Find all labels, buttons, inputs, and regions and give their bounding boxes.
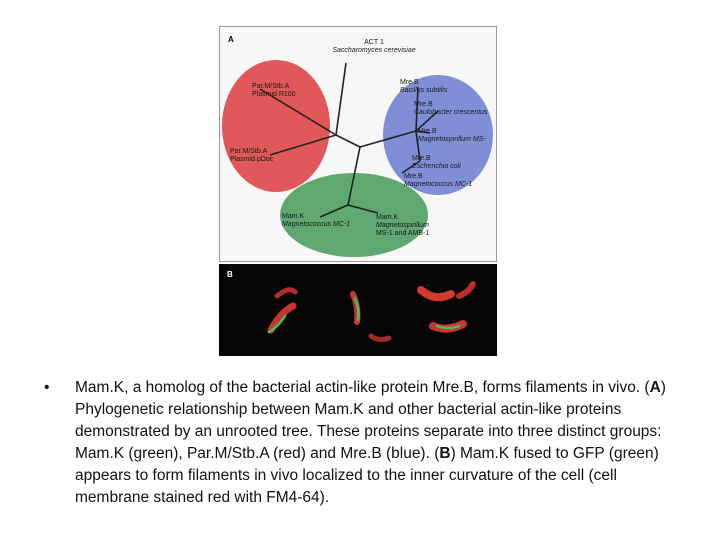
tree-graphic <box>220 27 496 261</box>
caption-panel-a-ref: A <box>649 379 661 396</box>
label-name: Mre.B <box>400 79 419 86</box>
label-name: Par.M/Stb.A <box>230 148 268 155</box>
microscopy-image <box>219 264 497 356</box>
figure <box>219 26 497 356</box>
caption-panel-b-ref: B <box>439 445 451 462</box>
tree-label-red-2 <box>230 148 273 164</box>
caption-part-3: ) Mam.K fused to GFP (green) appears to form filaments in vivo localized to the inner curvature of the cell (cell membrane stained red with FM4-64). <box>75 445 659 506</box>
label-species: Plasmid pDoc <box>230 156 274 163</box>
tree-label-blue-3 <box>418 128 486 144</box>
label-name: Mre.B <box>418 128 437 135</box>
label-name: Mre.B <box>412 155 431 162</box>
label-name: Mre.B <box>404 173 423 180</box>
tree-label-blue-5 <box>404 173 472 189</box>
tree-label-blue-2 <box>414 101 488 117</box>
label-species: Magnetococcus MC-1 <box>282 221 351 228</box>
microscopy-panel <box>219 264 497 356</box>
label-name: ACT 1 <box>364 39 384 46</box>
caption-part-1: Mam.K, a homolog of the bacterial actin-like protein Mre.B, forms filaments in vivo. ( <box>75 379 650 396</box>
red-group-ellipse <box>222 60 330 192</box>
caption-text <box>75 377 695 509</box>
tree-label-blue-4 <box>412 155 461 171</box>
tree-label-green-1 <box>282 213 350 229</box>
bullet-point: • <box>44 379 50 396</box>
label-name: Mam.K <box>282 213 305 220</box>
phylogenetic-tree-panel <box>219 26 497 262</box>
label-species: Magnetococcus MC-1 <box>404 181 473 188</box>
label-species-2: MS-1 and AMB-1 <box>376 230 430 237</box>
panel-a-letter: A <box>228 35 234 44</box>
label-species: Magnetospirillum MS- <box>418 136 486 143</box>
label-name: Par.M/Stb.A <box>252 83 290 90</box>
tree-label-blue-1 <box>400 79 447 95</box>
label-species: Saccharomyces cerevisiae <box>332 47 416 54</box>
tree-label-act1 <box>328 39 420 55</box>
label-name: Mre.B <box>414 101 433 108</box>
label-species: Escherichia coli <box>412 163 461 170</box>
label-species: Bacillus subtilis <box>400 87 448 94</box>
label-species: Plasmid R100 <box>252 91 296 98</box>
tree-label-green-2 <box>376 214 429 238</box>
caption-part-2: ) Phylogenetic relationship between Mam.K and other bacterial actin-like proteins demonstrated by an unrooted tree. These proteins separate into three distinct groups: Mam.K (green), Par.M/Stb.A (red) and Mre.B (blue). ( <box>75 379 666 462</box>
label-name: Mam.K <box>376 214 399 221</box>
label-species: Caulobacter crescentus <box>414 109 488 116</box>
tree-label-red-1 <box>252 83 296 99</box>
panel-b-letter: B <box>227 270 233 279</box>
label-species: Magnetospirillum <box>376 222 429 229</box>
